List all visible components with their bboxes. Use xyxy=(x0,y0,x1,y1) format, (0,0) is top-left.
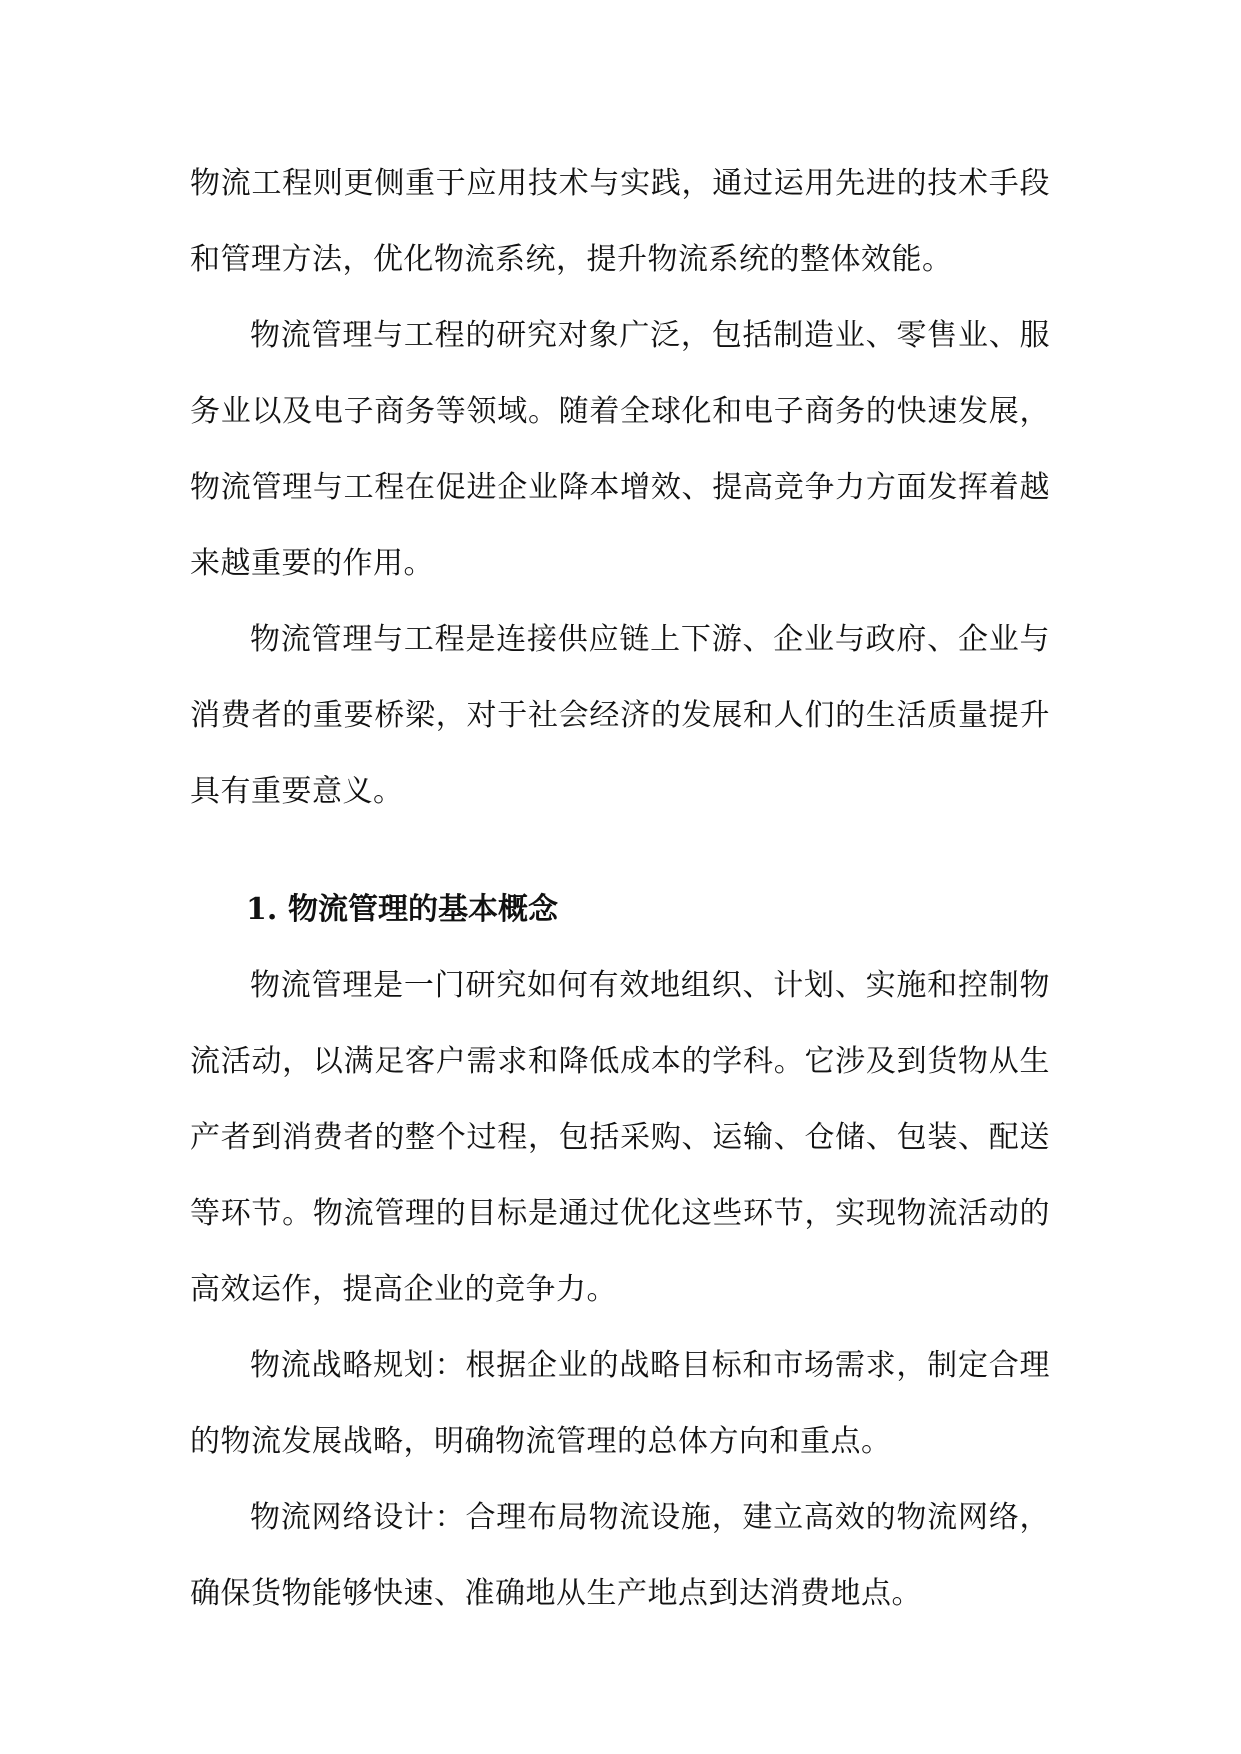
section-title: 物流管理的基本概念 xyxy=(288,892,558,927)
paragraph-2: 物流管理与工程的研究对象广泛，包括制造业、零售业、服务业以及电子商务等领域。随着全球化和电子商务的快速发展，物流管理与工程在促进企业降本增效、提高竞争力方面发挥着越来越重要的作用。 xyxy=(190,318,1050,581)
paragraph-3: 物流管理与工程是连接供应链上下游、企业与政府、企业与消费者的重要桥梁，对于社会经济的发展和人们的生活质量提升具有重要意义。 xyxy=(190,622,1050,809)
paragraph-1: 物流工程则更侧重于应用技术与实践，通过运用先进的技术手段和管理方法，优化物流系统，提升物流系统的整体效能。 xyxy=(190,166,1050,277)
section-heading xyxy=(190,872,1050,948)
paragraph-5: 物流战略规划：根据企业的战略目标和市场需求，制定合理的物流发展战略，明确物流管理的总体方向和重点。 xyxy=(190,1348,1050,1459)
paragraph-6: 物流网络设计：合理布局物流设施，建立高效的物流网络，确保货物能够快速、准确地从生产地点到达消费地点。 xyxy=(190,1500,1050,1611)
document-body xyxy=(190,146,1050,1632)
section-number: 1. xyxy=(246,892,278,927)
paragraph-4: 物流管理是一门研究如何有效地组织、计划、实施和控制物流活动，以满足客户需求和降低成本的学科。它涉及到货物从生产者到消费者的整个过程，包括采购、运输、仓储、包装、配送等环节。物流管理的目标是通过优化这些环节，实现物流活动的高效运作，提高企业的竞争力。 xyxy=(190,968,1050,1307)
